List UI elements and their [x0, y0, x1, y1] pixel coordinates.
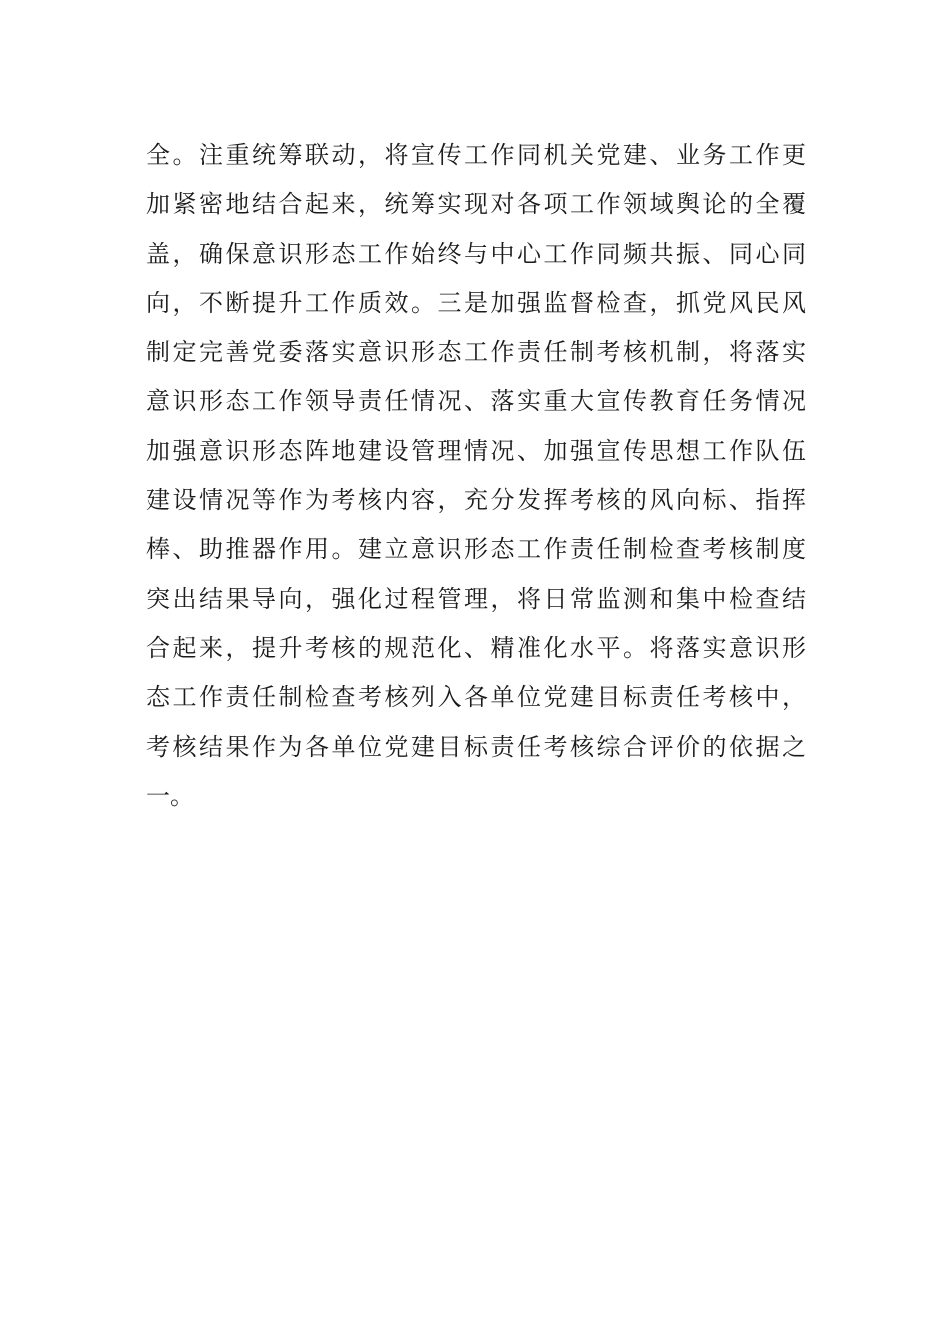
text-line: 制 定 完 善 党 委 落 实 意 识 形 态 工 作 责 任 制 考 核 机 制 ， 将 落 实: [146, 338, 806, 367]
text-line: 一 。: [146, 781, 194, 810]
text-line: 全 。 注 重 统 筹 联 动 ， 将 宣 传 工 作 同 机 关 党 建 、 业 务 工 作 更: [146, 141, 806, 169]
text-line: 盖 ， 确 保 意 识 形 态 工 作 始 终 与 中 心 工 作 同 频 共 振 、 同 心 同: [146, 239, 806, 268]
text-line: 建 设 情 况 等 作 为 考 核 内 容 ， 充 分 发 挥 考 核 的 风 向 标 、 指 挥: [146, 486, 806, 515]
text-line: 向 ， 不 断 提 升 工 作 质 效 。 三 是 加 强 监 督 检 查 ， 抓 党 风 民 风: [146, 288, 806, 317]
text-line: 意 识 形 态 工 作 领 导 责 任 情 况 、 落 实 重 大 宣 传 教 育 任 务 情 况: [146, 387, 806, 416]
text-line: 考 核 结 果 作 为 各 单 位 党 建 目 标 责 任 考 核 综 合 评 价 的 依 据 之: [146, 732, 806, 761]
text-line: 合 起 来 ， 提 升 考 核 的 规 范 化 、 精 准 化 水 平 。 将 落 实 意 识 形: [146, 633, 806, 662]
text-line: 突 出 结 果 导 向 ， 强 化 过 程 管 理 ， 将 日 常 监 测 和 集 中 检 查 结: [146, 584, 806, 613]
text-line: 棒 、 助 推 器 作 用 。 建 立 意 识 形 态 工 作 责 任 制 检 查 考 核 制 度: [146, 535, 806, 564]
text-line: 态 工 作 责 任 制 检 查 考 核 列 入 各 单 位 党 建 目 标 责 任 考 核 中 ，: [146, 683, 806, 712]
text-line: 加 强 意 识 形 态 阵 地 建 设 管 理 情 况 、 加 强 宣 传 思 想 工 作 队 伍: [146, 436, 806, 465]
text-line: 加 紧 密 地 结 合 起 来 ， 统 筹 实 现 对 各 项 工 作 领 域 舆 论 的 全 覆: [146, 190, 806, 219]
body-paragraph: [146, 131, 806, 821]
